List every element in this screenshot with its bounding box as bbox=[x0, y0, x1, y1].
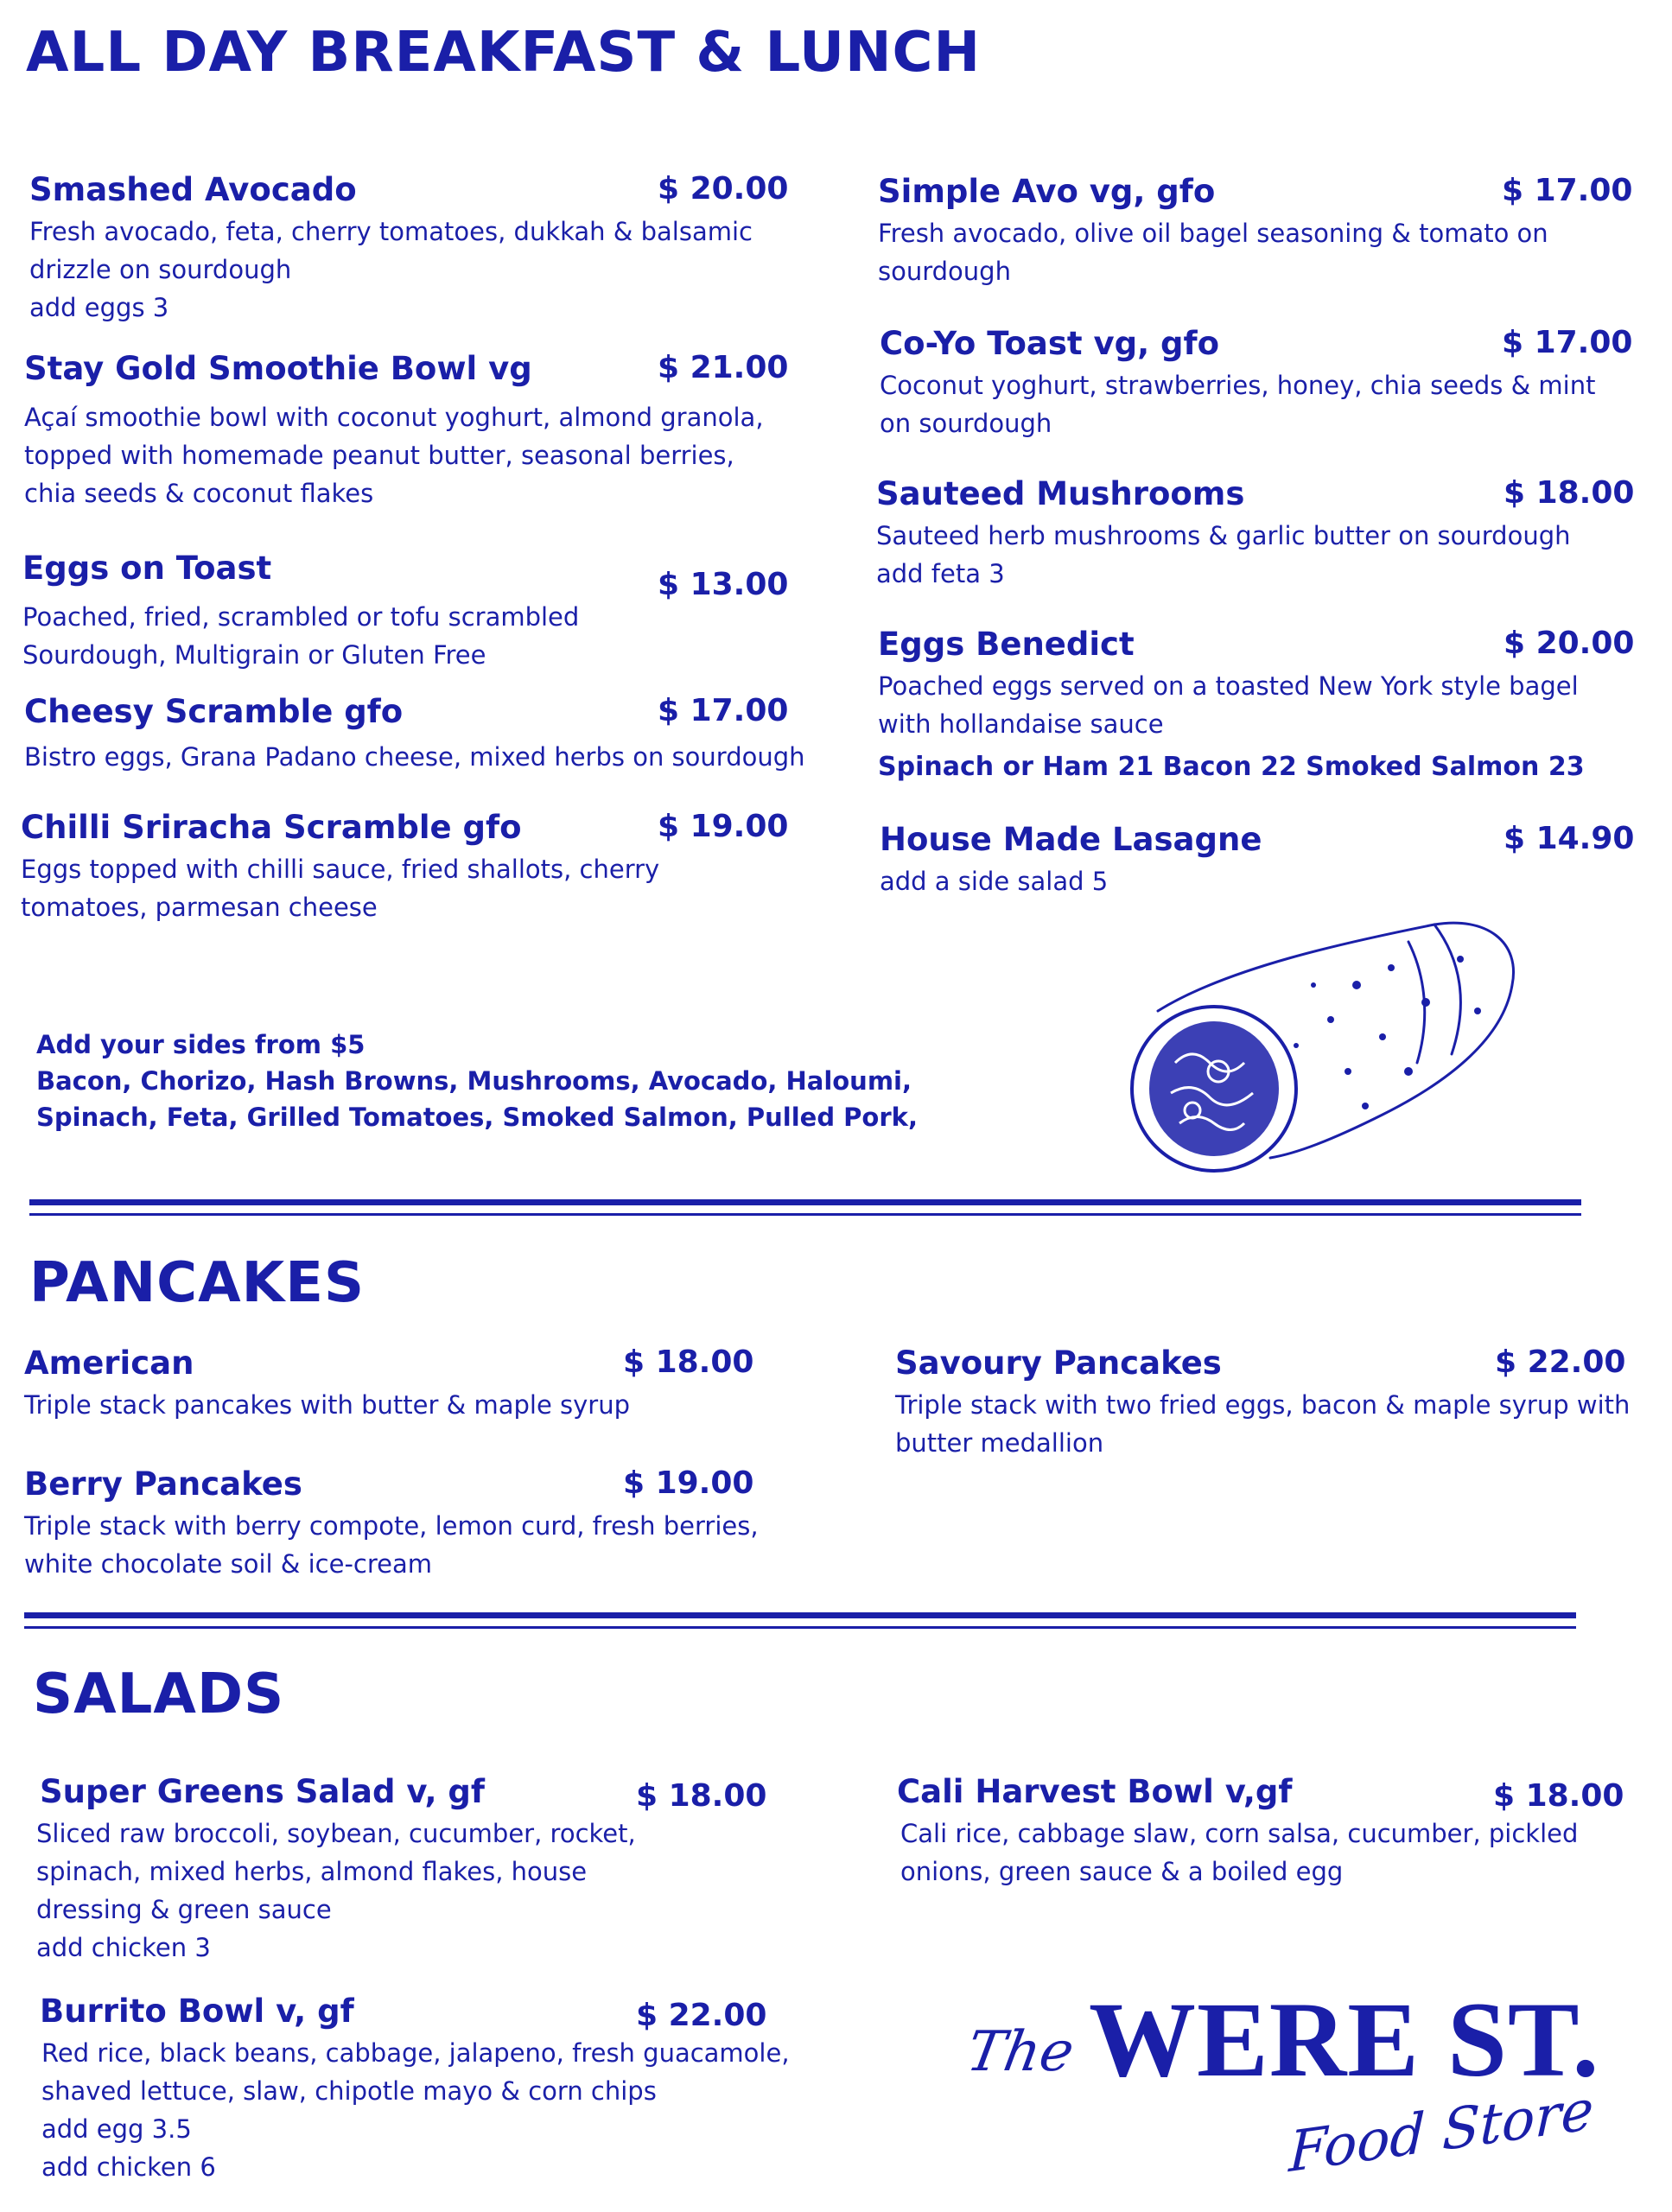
logo-the: The bbox=[962, 2020, 1079, 2084]
desc-line: add egg 3.5 bbox=[41, 2114, 192, 2145]
section-title-salads: SALADS bbox=[33, 1662, 285, 1726]
item-name: Burrito Bowl v, gf bbox=[40, 1993, 354, 2030]
item-description bbox=[878, 667, 1621, 743]
desc-line: sourdough bbox=[878, 257, 1011, 287]
menu-item-cheesy-scramble bbox=[24, 693, 805, 776]
item-name: Eggs Benedict bbox=[878, 626, 1135, 663]
store-logo bbox=[962, 1979, 1624, 2195]
menu-item-burrito-bowl bbox=[40, 1993, 790, 2186]
item-price: $ 14.90 bbox=[1504, 821, 1635, 856]
item-price: $ 18.00 bbox=[1493, 1778, 1624, 1814]
item-description bbox=[41, 2034, 790, 2186]
desc-line: Bistro eggs, Grana Padano cheese, mixed herbs on sourdough bbox=[24, 742, 805, 772]
desc-line: Sauteed herb mushrooms & garlic butter on sourdough bbox=[876, 521, 1571, 551]
menu-item-super-greens bbox=[36, 1773, 767, 1967]
item-price: $ 20.00 bbox=[658, 171, 789, 207]
menu-item-smoothie-bowl bbox=[24, 350, 789, 512]
item-description bbox=[895, 1386, 1631, 1462]
item-description bbox=[878, 214, 1621, 290]
desc-line: Fresh avocado, feta, cherry tomatoes, dukkah & balsamic bbox=[29, 217, 753, 247]
item-name: House Made Lasagne bbox=[880, 821, 1262, 858]
section-title-pancakes: PANCAKES bbox=[29, 1251, 366, 1315]
desc-line: drizzle on sourdough bbox=[29, 255, 292, 285]
desc-line: Red rice, black beans, cabbage, jalapeno, fresh guacamole, bbox=[41, 2038, 790, 2069]
desc-line: spinach, mixed herbs, almond flakes, house bbox=[36, 1857, 588, 1887]
desc-line: Coconut yoghurt, strawberries, honey, chia seeds & mint bbox=[880, 371, 1596, 401]
desc-line: Poached eggs served on a toasted New York style bagel bbox=[878, 671, 1579, 702]
section-divider bbox=[29, 1199, 1581, 1205]
desc-line: Triple stack with berry compote, lemon curd, fresh berries, bbox=[24, 1511, 759, 1541]
menu-item-house-lasagne bbox=[880, 821, 1635, 900]
logo-main: WERE ST. bbox=[1089, 1980, 1600, 2099]
desc-line: Sourdough, Multigrain or Gluten Free bbox=[22, 640, 486, 671]
menu-item-simple-avo bbox=[878, 173, 1633, 290]
page-title: ALL DAY BREAKFAST & LUNCH bbox=[26, 21, 982, 85]
menu-item-smashed-avocado bbox=[29, 171, 789, 327]
item-description bbox=[880, 366, 1621, 442]
desc-line: add eggs 3 bbox=[29, 293, 169, 323]
menu-item-sauteed-mushrooms bbox=[876, 475, 1635, 593]
section-divider bbox=[24, 1612, 1576, 1618]
section-divider-thin bbox=[24, 1626, 1576, 1629]
logo-sub: Food Store bbox=[1287, 2077, 1595, 2186]
item-price: $ 18.00 bbox=[636, 1778, 767, 1814]
item-price: $ 22.00 bbox=[1495, 1344, 1626, 1380]
desc-line: add chicken 3 bbox=[36, 1933, 211, 1963]
item-description bbox=[24, 1386, 741, 1424]
item-description bbox=[900, 1815, 1621, 1891]
menu-item-eggs-benedict bbox=[878, 626, 1635, 786]
desc-line: white chocolate soil & ice-cream bbox=[24, 1549, 433, 1580]
item-price: $ 19.00 bbox=[658, 809, 789, 844]
desc-line: Sliced raw broccoli, soybean, cucumber, rocket, bbox=[36, 1819, 636, 1849]
item-description bbox=[24, 1507, 759, 1583]
menu-item-savoury-pancakes bbox=[895, 1344, 1631, 1462]
desc-line: tomatoes, parmesan cheese bbox=[21, 893, 378, 923]
item-name: Co-Yo Toast vg, gfo bbox=[880, 325, 1220, 362]
desc-line: butter medallion bbox=[895, 1428, 1104, 1459]
item-price: $ 21.00 bbox=[658, 350, 789, 385]
item-name: Simple Avo vg, gfo bbox=[878, 173, 1216, 210]
item-name: Smashed Avocado bbox=[29, 171, 357, 208]
item-price: $ 20.00 bbox=[1504, 626, 1635, 661]
item-description bbox=[29, 213, 772, 327]
menu-item-american bbox=[24, 1344, 754, 1424]
desc-line: topped with homemade peanut butter, seasonal berries, bbox=[24, 441, 734, 471]
item-description bbox=[36, 1815, 753, 1967]
item-name: Cali Harvest Bowl v,gf bbox=[897, 1773, 1293, 1810]
item-name: American bbox=[24, 1344, 194, 1382]
item-description bbox=[880, 862, 1621, 900]
item-price: $ 13.00 bbox=[658, 567, 789, 602]
desc-line: on sourdough bbox=[880, 409, 1052, 439]
desc-line: chia seeds & coconut flakes bbox=[24, 479, 374, 509]
item-name: Sauteed Mushrooms bbox=[876, 475, 1245, 512]
menu-item-chilli-sriracha bbox=[21, 809, 789, 926]
desc-line: add feta 3 bbox=[876, 559, 1005, 589]
desc-line: with hollandaise sauce bbox=[878, 709, 1164, 740]
desc-line: Triple stack pancakes with butter & maple syrup bbox=[24, 1390, 630, 1421]
item-extras: Spinach or Ham 21 Bacon 22 Smoked Salmon 23 bbox=[878, 752, 1585, 783]
sides-line: Bacon, Chorizo, Hash Browns, Mushrooms, Avocado, Haloumi, bbox=[36, 1066, 912, 1096]
item-name: Cheesy Scramble gfo bbox=[24, 693, 404, 730]
item-name: Super Greens Salad v, gf bbox=[40, 1773, 486, 1810]
menu-item-berry-pancakes bbox=[24, 1465, 759, 1583]
item-name: Chilli Sriracha Scramble gfo bbox=[21, 809, 522, 846]
desc-line: Eggs topped with chilli sauce, fried shallots, cherry bbox=[21, 855, 660, 885]
sides-heading: Add your sides from $5 bbox=[36, 1030, 366, 1059]
item-price: $ 18.00 bbox=[623, 1344, 754, 1380]
desc-line: shaved lettuce, slaw, chipotle mayo & corn chips bbox=[41, 2076, 657, 2107]
item-price: $ 17.00 bbox=[658, 693, 789, 728]
sides-line: Spinach, Feta, Grilled Tomatoes, Smoked Salmon, Pulled Pork, bbox=[36, 1103, 918, 1132]
item-price: $ 22.00 bbox=[636, 1998, 767, 2033]
item-name: Eggs on Toast bbox=[22, 550, 272, 587]
section-divider-thin bbox=[29, 1213, 1581, 1216]
item-description bbox=[24, 738, 805, 776]
item-price: $ 17.00 bbox=[1502, 173, 1633, 208]
menu-item-co-yo-toast bbox=[880, 325, 1633, 442]
desc-line: Fresh avocado, olive oil bagel seasoning & tomato on bbox=[878, 219, 1548, 249]
item-description bbox=[21, 850, 772, 926]
item-description bbox=[24, 398, 772, 512]
burrito-illustration-icon bbox=[1123, 907, 1529, 1201]
item-name: Berry Pancakes bbox=[24, 1465, 302, 1503]
item-name: Stay Gold Smoothie Bowl vg bbox=[24, 350, 532, 387]
desc-line: Triple stack with two fried eggs, bacon & maple syrup with bbox=[895, 1390, 1631, 1421]
desc-line: dressing & green sauce bbox=[36, 1895, 332, 1925]
item-price: $ 18.00 bbox=[1504, 475, 1635, 511]
desc-line: onions, green sauce & a boiled egg bbox=[900, 1857, 1344, 1887]
menu-item-cali-harvest bbox=[897, 1773, 1624, 1891]
desc-line: add a side salad 5 bbox=[880, 867, 1109, 897]
desc-line: Cali rice, cabbage slaw, corn salsa, cucumber, pickled bbox=[900, 1819, 1579, 1849]
item-price: $ 17.00 bbox=[1502, 325, 1633, 360]
sides-list bbox=[36, 1027, 918, 1135]
item-name: Savoury Pancakes bbox=[895, 1344, 1222, 1382]
item-description bbox=[876, 517, 1621, 593]
item-price: $ 19.00 bbox=[623, 1465, 754, 1501]
desc-line: Açaí smoothie bowl with coconut yoghurt, almond granola, bbox=[24, 403, 764, 433]
menu-item-eggs-on-toast bbox=[22, 550, 789, 674]
item-description bbox=[22, 598, 772, 674]
desc-line: add chicken 6 bbox=[41, 2152, 216, 2183]
desc-line: Poached, fried, scrambled or tofu scrambled bbox=[22, 602, 580, 632]
